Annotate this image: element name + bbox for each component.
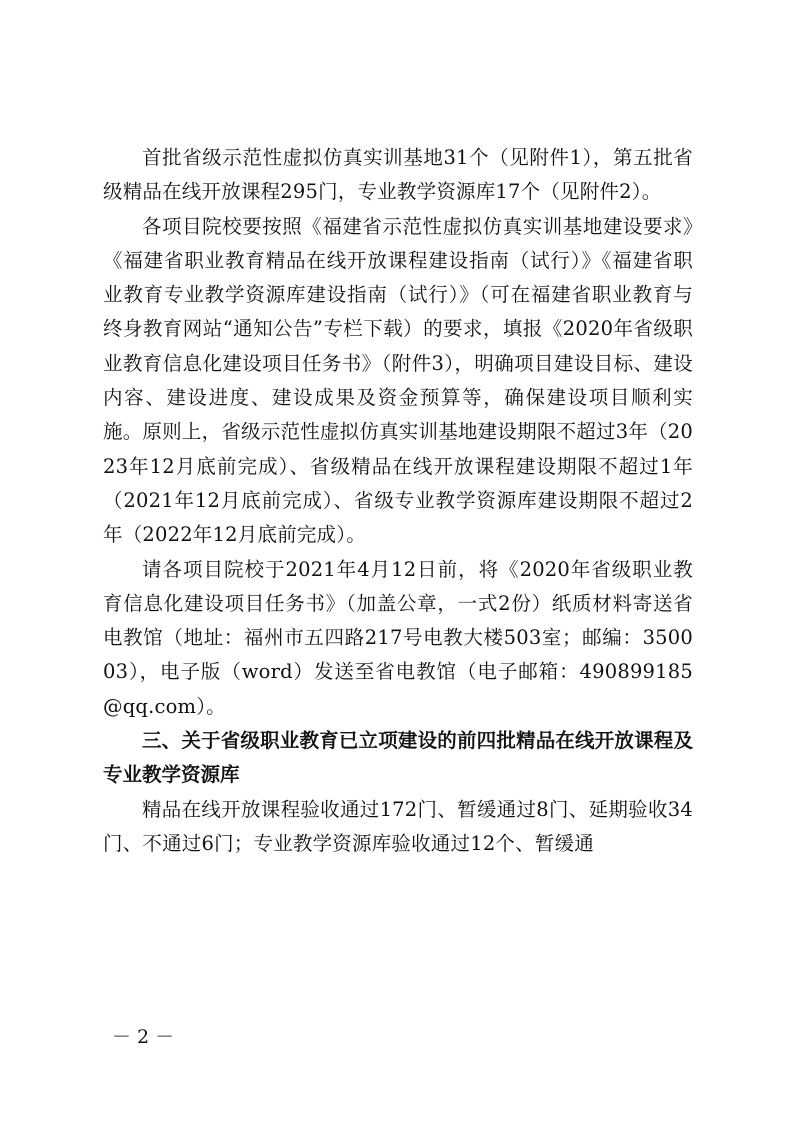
page-number: － 2 － xyxy=(112,1026,175,1048)
paragraph-submission-deadline: 请各项目院校于2021年4月12日前，将《2020年省级职业教育信息化建设项目任务书》（加盖公章，一式2份）纸质材料寄送省电教馆（地址：福州市五四路217号电教大楼503室；邮编：350003），电子版（word）发送至省电教馆（电子邮箱：490899185@qq.com）。 xyxy=(103,557,693,718)
paragraph-project-requirements: 各项目院校要按照《福建省示范性虚拟仿真实训基地建设要求》《福建省职业教育精品在线开放课程建设指南（试行）》《福建省职业教育专业教学资源库建设指南（试行）》（可在福建省职业教育与终身教育网站“通知公告”专栏下载）的要求，填报《2020年省级职业教育信息化建设项目任务书》（附件3），明确项目建设目标、建设内容、建设进度、建设成果及资金预算等，确保建设项目顺利实施。原则上，省级示范性虚拟仿真实训基地建设期限不超过3年（2023年12月底前完成）、省级精品在线开放课程建设期限不超过1年（2021年12月底前完成）、省级专业教学资源库建设期限不超过2年（2022年12月底前完成）。 xyxy=(103,214,693,547)
paragraph-acceptance-results: 精品在线开放课程验收通过172门、暂缓通过8门、延期验收34门、不通过6门；专业教学资源库验收通过12个、暂缓通 xyxy=(103,797,693,855)
document-body xyxy=(103,141,693,861)
paragraph-attachments-summary: 首批省级示范性虚拟仿真实训基地31个（见附件1），第五批省级精品在线开放课程295门，专业教学资源库17个（见附件2）。 xyxy=(103,146,693,204)
section-heading-three: 三、关于省级职业教育已立项建设的前四批精品在线开放课程及专业教学资源库 xyxy=(103,729,693,787)
